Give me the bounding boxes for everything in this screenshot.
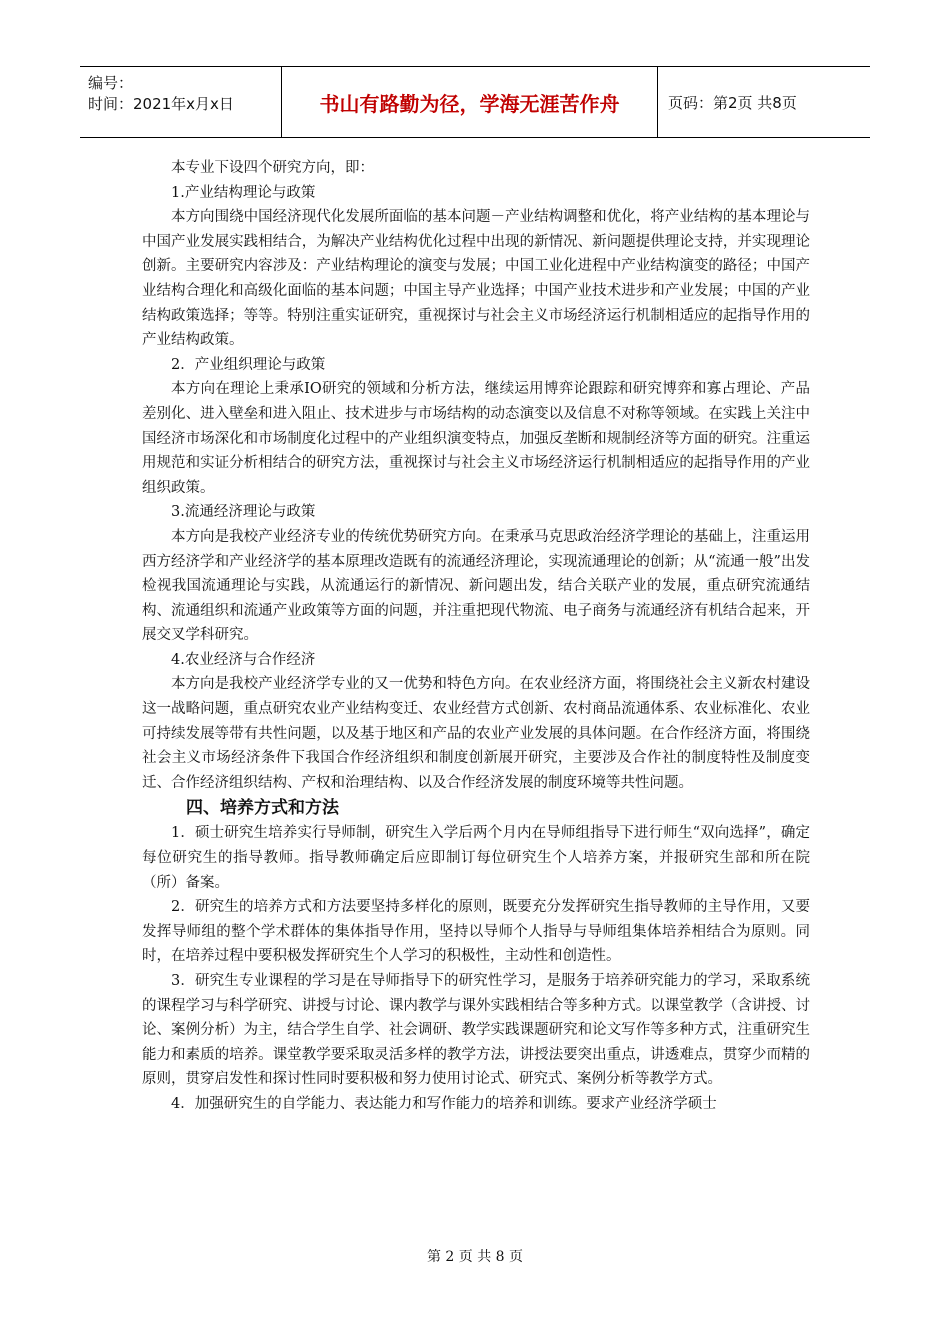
page-footer: 第 2 页 共 8 页 bbox=[426, 1249, 524, 1265]
direction-title-2: 2．产业组织理论与政策 bbox=[171, 356, 326, 373]
direction-title-4: 4.农业经济与合作经济 bbox=[171, 651, 316, 668]
direction-title-1: 1.产业结构理论与政策 bbox=[171, 184, 316, 201]
serial-label: 编号： bbox=[88, 74, 134, 92]
intro-paragraph: 本专业下设四个研究方向，即： bbox=[171, 160, 374, 176]
direction-body-1: 本方向围绕中国经济现代化发展所面临的基本问题－产业结构调整和优化，将产业结构的基本理论与中国产业发展实践相结合，为解决产业结构优化过程中出现的新情况、新问题提供理论支持，并实现理论创新。主要研究内容涉及：产业结构理论的演变与发展；中国工业化进程中产业结构演变的路径；中国产业结构合理化和高级化面临的基本问题；中国主导产业选择；中国产业技术进步和产业发展；中国的产业结构政策选择；等等。特别注重实证研究，重视探讨与社会主义市场经济运行机制相适应的起指导作用的产业结构政策。 bbox=[142, 209, 810, 349]
header-page-number: 页码：第2页 共8页 bbox=[668, 93, 797, 112]
section-4-item-3: 3．研究生专业课程的学习是在导师指导下的研究性学习，是服务于培养研究能力的学习，采取系统的课程学习与科学研究、讲授与讨论、课内教学与课外实践相结合等多种方式。以课堂教学（含讲授、讨论、案例分析）为主，结合学生自学、社会调研、教学实践课题研究和论文写作等多种方式，注重研究生能力和素质的培养。课堂教学要采取灵活多样的教学方法，讲授法要突出重点，讲透难点，贯穿少而精的原则，贯穿启发性和探讨性同时要积极和努力使用讨论式、研究式、案例分析等教学方式。 bbox=[142, 973, 810, 1088]
header-meta bbox=[80, 67, 282, 137]
section-4-item-2: 2．研究生的培养方式和方法要坚持多样化的原则，既要充分发挥研究生指导教师的主导作用，又要发挥导师组的整个学术群体的集体指导作用，坚持以导师个人指导与导师组集体培养相结合为原则。同时，在培养过程中要积极发挥研究生个人学习的积极性，主动性和创造性。 bbox=[142, 899, 810, 965]
document-body bbox=[142, 156, 810, 1117]
direction-title-3: 3.流通经济理论与政策 bbox=[171, 504, 316, 521]
direction-body-3: 本方向是我校产业经济专业的传统优势研究方向。在秉承马克思政治经济学理论的基础上，注重运用西方经济学和产业经济学的基本原理改造既有的流通经济理论，实现流通理论的创新；从“流通一般”出发检视我国流通理论与实践，从流通运行的新情况、新问题出发，结合关联产业的发展，重点研究流通结构、流通组织和流通产业政策等方面的问题，并注重把现代物流、电子商务与流通经济有机结合起来，开展交叉学科研究。 bbox=[142, 528, 810, 644]
direction-body-2: 本方向在理论上秉承IO研究的领域和分析方法，继续运用博弈论跟踪和研究博弈和寡占理论、产品差别化、进入壁垒和进入阻止、技术进步与市场结构的动态演变以及信息不对称等领域。在实践上关注中国经济市场深化和市场制度化过程中的产业组织演变特点，加强反垄断和规制经济等方面的研究。注重运用规范和实证分析相结合的研究方法，重视探讨与社会主义市场经济运行机制相适应的起指导作用的产业组织政策。 bbox=[142, 381, 810, 496]
direction-body-4: 本方向是我校产业经济学专业的又一优势和特色方向。在农业经济方面，将围绕社会主义新农村建设这一战略问题，重点研究农业产业结构变迁、农业经营方式创新、农村商品流通体系、农业标准化、农业可持续发展等带有共性问题，以及基于地区和产品的农业产业发展的具体问题。在合作经济方面，将围绕社会主义市场经济条件下我国合作经济组织和制度创新展开研究，主要涉及合作社的制度特性及制度变迁、合作经济组织结构、产权和治理结构、以及合作经济发展的制度环境等共性问题。 bbox=[142, 676, 810, 791]
page-header bbox=[80, 66, 870, 138]
date-label: 时间：2021年x月x日 bbox=[88, 95, 234, 113]
section-4-item-4: 4．加强研究生的自学能力、表达能力和写作能力的培养和训练。要求产业经济学硕士 bbox=[171, 1095, 717, 1112]
section-4-item-1: 1．硕士研究生培养实行导师制，研究生入学后两个月内在导师组指导下进行师生“双向选择”，确定每位研究生的指导教师。指导教师确定后应即制订每位研究生个人培养方案，并报研究生部和所在院（所）备案。 bbox=[142, 825, 810, 891]
section-4-heading: 四、培养方式和方法 bbox=[186, 798, 339, 819]
header-motto: 书山有路勤为径，学海无涯苦作舟 bbox=[282, 67, 658, 137]
